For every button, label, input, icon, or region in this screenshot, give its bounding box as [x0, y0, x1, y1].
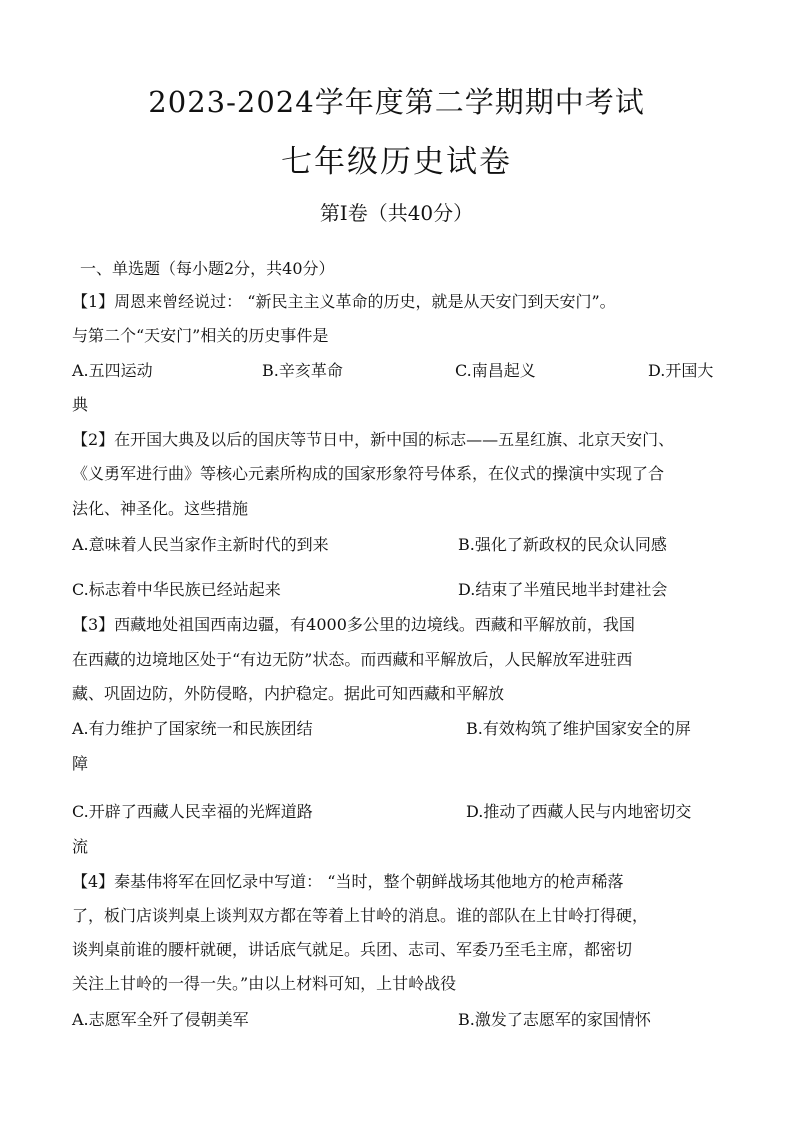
question-4-line-3: 谈判桌前谁的腰杆就硬，讲话底气就足。兵团、志司、军委乃至毛主席，都密切 — [72, 940, 633, 959]
question-3-line-3: 藏、巩固边防，外防侵略，内护稳定。据此可知西藏和平解放 — [72, 684, 505, 703]
question-3-option-b-wrap: 障 — [72, 754, 89, 773]
question-4-option-a: A.志愿军全歼了侵朝美军 — [72, 1010, 249, 1029]
question-2-option-d: D.结束了半殖民地半封建社会 — [458, 580, 668, 599]
question-3-option-d-wrap: 流 — [72, 837, 89, 856]
question-1-option-a: A.五四运动 — [72, 361, 153, 380]
question-3-line-1: 【3】西藏地处祖国西南边疆，有4000多公里的边境线。西藏和平解放前，我国 — [72, 615, 635, 634]
subject-title: 七年级历史试卷 — [281, 144, 512, 180]
question-3-option-d: D.推动了西藏人民与内地密切交 — [466, 802, 692, 821]
question-4-option-b: B.激发了志愿军的家国情怀 — [458, 1010, 651, 1029]
question-1-line-1: 【1】周恩来曾经说过： “新民主主义革命的历史，就是从天安门到天安门”。 — [72, 292, 616, 311]
question-2-option-c: C.标志着中华民族已经站起来 — [72, 580, 281, 599]
question-4-line-2: 了，板门店谈判桌上谈判双方都在等着上甘岭的消息。谁的部队在上甘岭打得硬， — [72, 906, 649, 925]
question-2-line-1: 【2】在开国大典及以后的国庆等节日中，新中国的标志——五星红旗、北京天安门、 — [72, 430, 675, 449]
question-1-line-2: 与第二个“天安门”相关的历史事件是 — [72, 326, 329, 345]
question-3-option-c: C.开辟了西藏人民幸福的光辉道路 — [72, 802, 313, 821]
question-3-option-a: A.有力维护了国家统一和民族团结 — [72, 719, 313, 738]
exam-title: 2023-2024学年度第二学期期中考试 — [148, 85, 645, 119]
question-1-option-d-wrap: 典 — [72, 395, 89, 414]
question-2-line-2: 《义勇军进行曲》等核心元素所构成的国家形象符号体系，在仪式的操演中实现了合 — [72, 464, 665, 483]
section-heading: 一、单选题（每小题2分，共40分） — [80, 259, 335, 278]
question-1-option-c: C.南昌起义 — [455, 361, 536, 380]
question-3-option-b: B.有效构筑了维护国家安全的屏 — [466, 719, 691, 738]
question-2-line-3: 法化、神圣化。这些措施 — [72, 499, 249, 518]
question-2-option-a: A.意味着人民当家作主新时代的到来 — [72, 535, 329, 554]
volume-title: 第Ⅰ卷（共40分） — [319, 201, 474, 225]
question-1-option-d: D.开国大 — [648, 361, 714, 380]
question-3-line-2: 在西藏的边境地区处于“有边无防”状态。而西藏和平解放后，人民解放军进驻西 — [72, 650, 633, 669]
question-4-line-4: 关注上甘岭的一得一失。”由以上材料可知，上甘岭战役 — [72, 974, 457, 993]
question-1-option-b: B.辛亥革命 — [262, 361, 343, 380]
question-4-line-1: 【4】秦基伟将军在回忆录中写道： “当时，整个朝鲜战场其他地方的枪声稀落 — [72, 872, 624, 891]
question-2-option-b: B.强化了新政权的民众认同感 — [458, 535, 667, 554]
